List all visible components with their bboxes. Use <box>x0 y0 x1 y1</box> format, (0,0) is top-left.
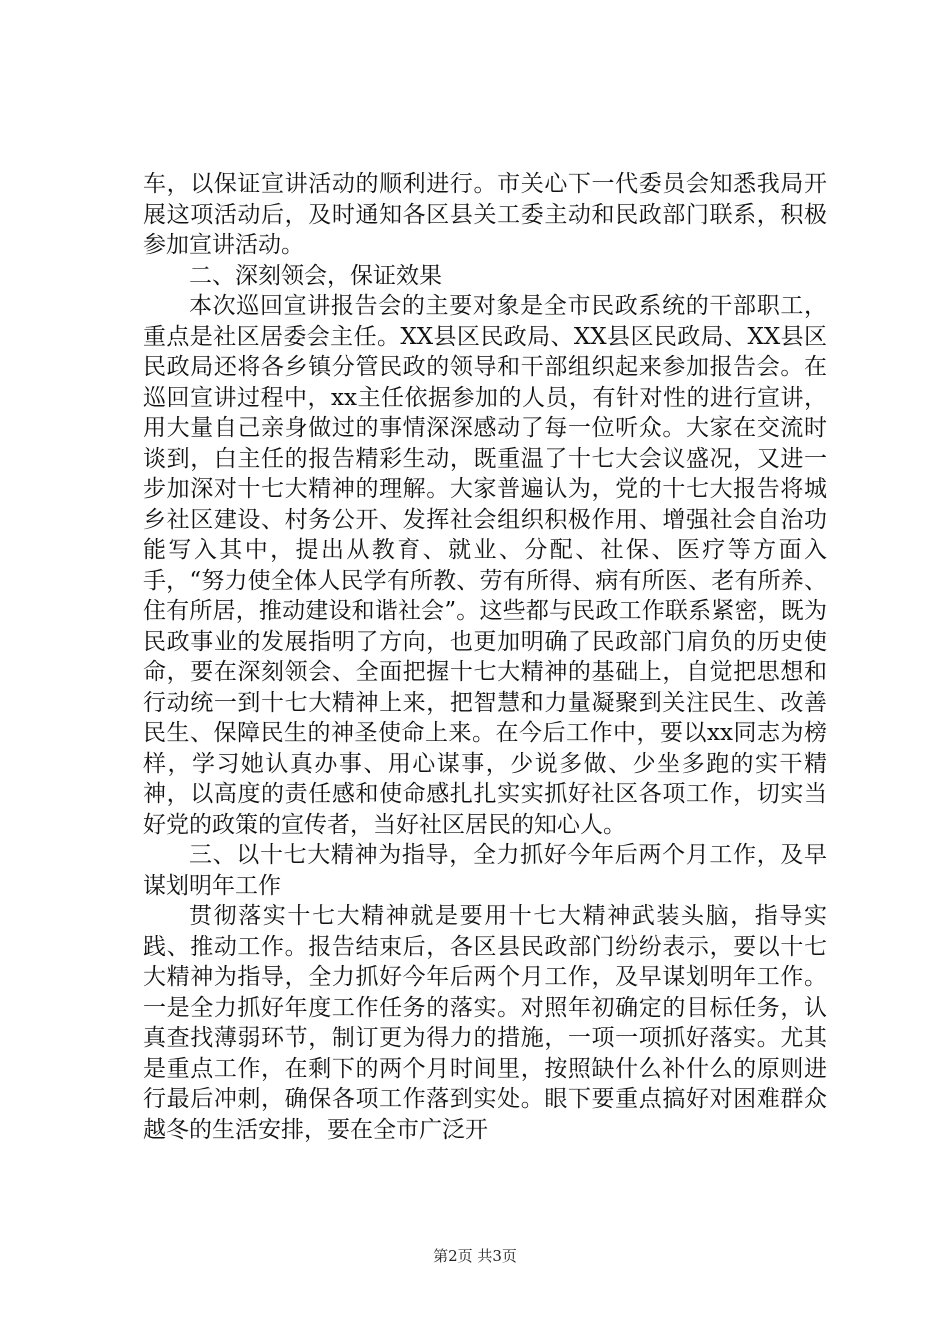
paragraph-section-3: 贯彻落实十七大精神就是要用十七大精神武装头脑，指导实践、推动工作。报告结束后，各区县民政部门纷纷表示，要以十七大精神为指导，全力抓好今年后两个月工作，及早谋划明年工作。一是全力抓好年度工作任务的落实。对照年初确定的目标任务，认真查找薄弱环节，制订更为得力的措施，一项一项抓好落实。尤其是重点工作，在剩下的两个月时间里，按照缺什么补什么的原则进行最后冲刺，确保各项工作落到实处。眼下要重点搞好对困难群众越冬的生活安排，要在全市广泛开 <box>143 903 827 1143</box>
section-heading-3: 三、以十七大精神为指导，全力抓好今年后两个月工作，及早谋划明年工作 <box>143 842 827 899</box>
page-number-footer: 第2页 共3页 <box>433 1247 517 1265</box>
document-body <box>143 169 827 1145</box>
section-heading-2: 二、深刻领会，保证效果 <box>189 262 442 289</box>
paragraph-section-2: 本次巡回宣讲报告会的主要对象是全市民政系统的干部职工，重点是社区居委会主任。XX县区民政局、XX县区民政局、XX县区民政局还将各乡镇分管民政的领导和干部组织起来参加报告会。在巡回宣讲过程中，xx主任依据参加的人员，有针对性的进行宣讲，用大量自己亲身做过的事情深深感动了每一位听众。大家在交流时谈到，白主任的报告精彩生动，既重温了十七大会议盛况，又进一步加深对十七大精神的理解。大家普遍认为，党的十七大报告将城乡社区建设、村务公开、发挥社会组织积极作用、增强社会自治功能写入其中，提出从教育、就业、分配、社保、医疗等方面入手，“努力使全体人民学有所教、劳有所得、病有所医、老有所养、住有所居，推动建设和谐社会”。这些都与民政工作联系紧密，既为民政事业的发展指明了方向，也更加明确了民政部门肩负的历史使命，要在深刻领会、全面把握十七大精神的基础上，自觉把思想和行动统一到十七大精神上来，把智慧和力量凝聚到关注民生、改善民生、保障民生的神圣使命上来。在今后工作中，要以xx同志为榜样，学习她认真办事、用心谋事，少说多做、少坐多跑的实干精神，以高度的责任感和使命感扎扎实实抓好社区各项工作，切实当好党的政策的宣传者，当好社区居民的知心人。 <box>143 293 827 838</box>
paragraph-continuation: 车，以保证宣讲活动的顺利进行。市关心下一代委员会知悉我局开展这项活动后，及时通知各区县关工委主动和民政部门联系，积极参加宣讲活动。 <box>143 171 827 258</box>
